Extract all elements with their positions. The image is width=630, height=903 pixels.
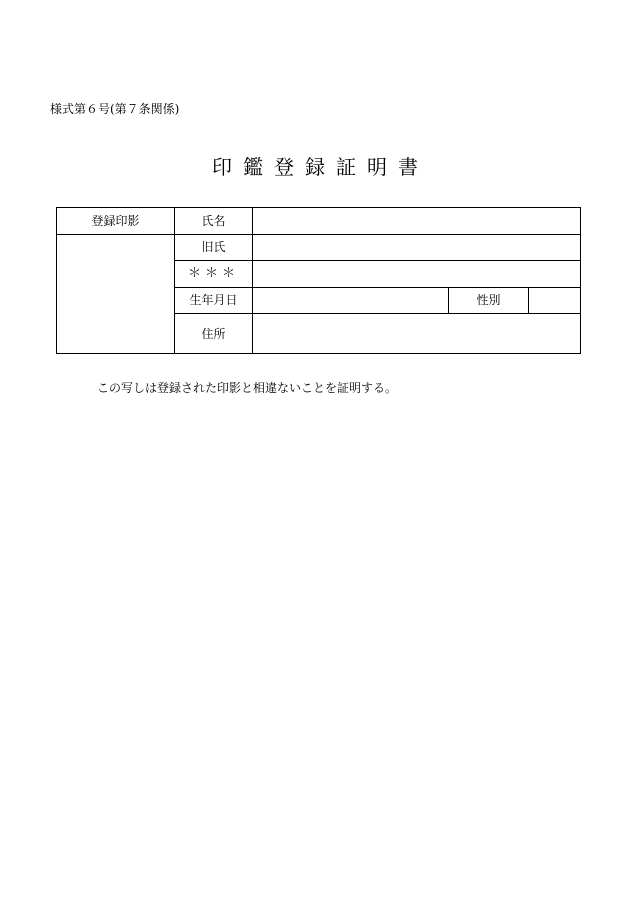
seal-impression-area xyxy=(57,234,175,353)
former-name-value xyxy=(253,234,581,261)
masked-label: ＊＊＊ xyxy=(175,261,253,288)
document-title: 印鑑登録証明書 xyxy=(212,155,429,179)
gender-label: 性別 xyxy=(449,287,529,314)
name-value xyxy=(253,208,581,235)
certificate-table xyxy=(56,207,581,354)
address-label: 住所 xyxy=(175,314,253,354)
name-label: 氏名 xyxy=(175,208,253,235)
gender-value xyxy=(529,287,581,314)
former-name-label: 旧氏 xyxy=(175,234,253,261)
table-row xyxy=(57,234,581,261)
birthdate-label: 生年月日 xyxy=(175,287,253,314)
certification-statement: この写しは登録された印影と相違ないことを証明する。 xyxy=(97,381,398,395)
seal-label: 登録印影 xyxy=(57,208,175,235)
table-row xyxy=(57,208,581,235)
form-number: 様式第６号(第７条関係) xyxy=(50,102,180,116)
birthdate-value xyxy=(253,287,449,314)
masked-value xyxy=(253,261,581,288)
address-value xyxy=(253,314,581,354)
